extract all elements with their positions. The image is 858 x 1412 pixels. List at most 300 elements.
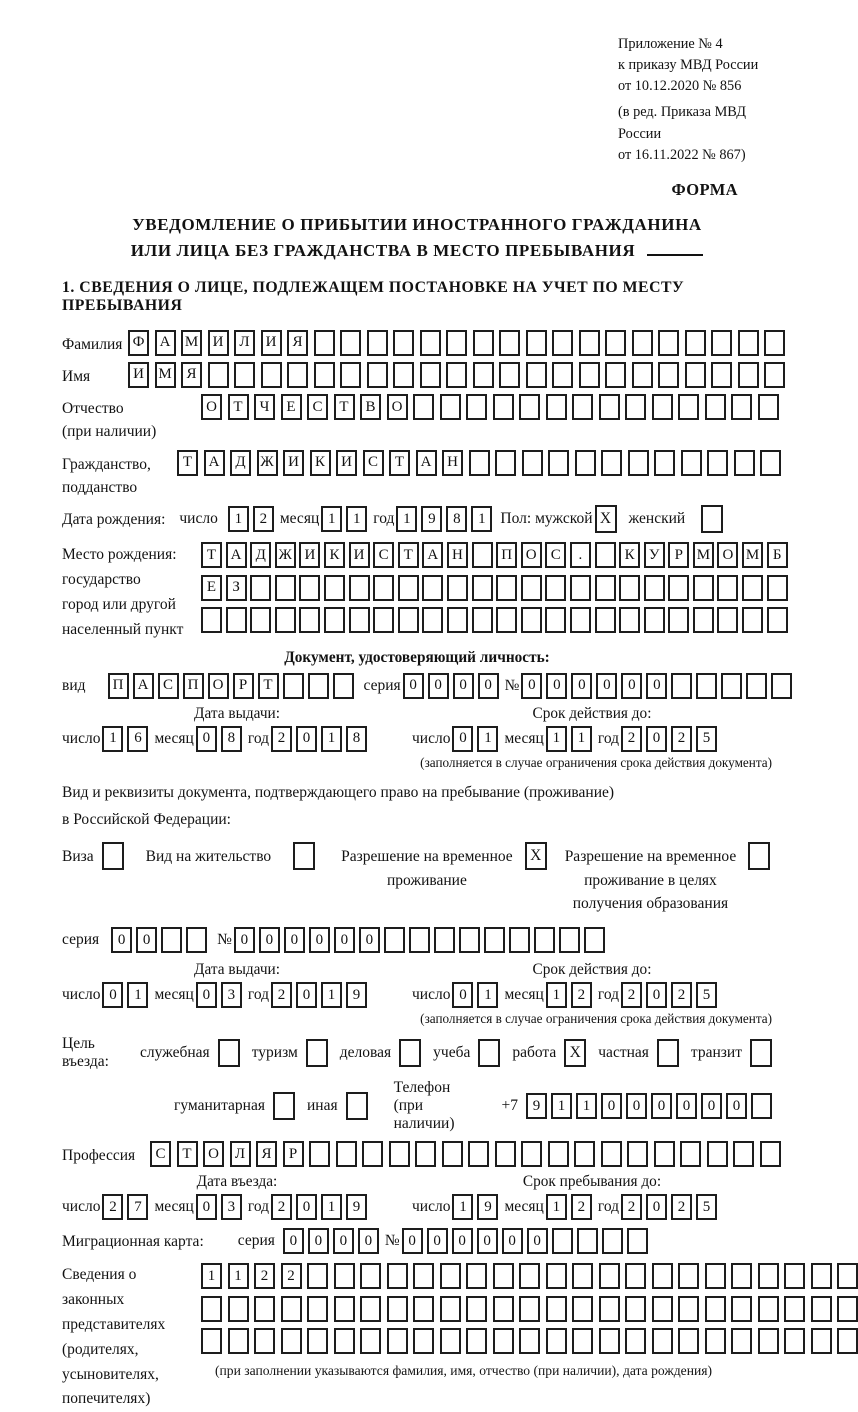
char-cell[interactable]: [261, 362, 282, 388]
char-cell[interactable]: [334, 1263, 355, 1289]
char-cell[interactable]: [314, 330, 335, 356]
char-cell[interactable]: [521, 575, 542, 601]
char-cell[interactable]: О: [521, 542, 542, 568]
checkbox-visa[interactable]: [102, 842, 124, 870]
char-cell[interactable]: 0: [196, 1194, 217, 1220]
char-cell[interactable]: [767, 575, 788, 601]
char-cell[interactable]: [519, 1263, 540, 1289]
char-cell[interactable]: 0: [403, 673, 424, 699]
char-cell[interactable]: [519, 1328, 540, 1354]
char-cell[interactable]: [384, 927, 405, 953]
char-cell[interactable]: [420, 362, 441, 388]
char-cell[interactable]: 6: [127, 726, 148, 752]
char-cell[interactable]: О: [208, 673, 229, 699]
char-cell[interactable]: [742, 607, 763, 633]
char-cell[interactable]: [742, 575, 763, 601]
char-cell[interactable]: [447, 607, 468, 633]
char-cell[interactable]: М: [693, 542, 714, 568]
char-cell[interactable]: И: [349, 542, 370, 568]
char-cell[interactable]: Т: [398, 542, 419, 568]
char-cell[interactable]: [733, 1141, 754, 1167]
char-cell[interactable]: [360, 1263, 381, 1289]
char-cell[interactable]: [493, 1328, 514, 1354]
char-cell[interactable]: [758, 1263, 779, 1289]
char-cell[interactable]: 0: [571, 673, 592, 699]
char-cell[interactable]: [324, 607, 345, 633]
char-cell[interactable]: [362, 1141, 383, 1167]
char-cell[interactable]: [605, 362, 626, 388]
char-cell[interactable]: [654, 1141, 675, 1167]
char-cell[interactable]: 2: [253, 506, 274, 532]
char-cell[interactable]: [546, 394, 567, 420]
char-cell[interactable]: [226, 607, 247, 633]
char-cell[interactable]: [602, 1228, 623, 1254]
char-cell[interactable]: 0: [196, 726, 217, 752]
char-cell[interactable]: [681, 450, 702, 476]
char-cell[interactable]: [751, 1093, 772, 1119]
char-cell[interactable]: 0: [111, 927, 132, 953]
char-cell[interactable]: 0: [502, 1228, 523, 1254]
char-cell[interactable]: Т: [228, 394, 249, 420]
char-cell[interactable]: [420, 330, 441, 356]
char-cell[interactable]: Т: [258, 673, 279, 699]
char-cell[interactable]: 0: [453, 673, 474, 699]
char-cell[interactable]: 0: [334, 927, 355, 953]
char-cell[interactable]: 8: [221, 726, 242, 752]
char-cell[interactable]: [446, 330, 467, 356]
char-cell[interactable]: [658, 362, 679, 388]
char-cell[interactable]: 0: [196, 982, 217, 1008]
char-cell[interactable]: 0: [309, 927, 330, 953]
char-cell[interactable]: [161, 927, 182, 953]
char-cell[interactable]: [409, 927, 430, 953]
char-cell[interactable]: 0: [646, 726, 667, 752]
checkbox-purpose-humanitarian[interactable]: [273, 1092, 295, 1120]
char-cell[interactable]: 0: [284, 927, 305, 953]
char-cell[interactable]: [731, 1263, 752, 1289]
char-cell[interactable]: 0: [596, 673, 617, 699]
char-cell[interactable]: [469, 450, 490, 476]
char-cell[interactable]: 1: [546, 1194, 567, 1220]
char-cell[interactable]: [413, 1328, 434, 1354]
char-cell[interactable]: 1: [201, 1263, 222, 1289]
char-cell[interactable]: 9: [346, 1194, 367, 1220]
char-cell[interactable]: [767, 607, 788, 633]
char-cell[interactable]: [760, 1141, 781, 1167]
char-cell[interactable]: [627, 1141, 648, 1167]
char-cell[interactable]: [605, 330, 626, 356]
char-cell[interactable]: 0: [359, 927, 380, 953]
char-cell[interactable]: 2: [254, 1263, 275, 1289]
char-cell[interactable]: 0: [308, 1228, 329, 1254]
char-cell[interactable]: [472, 607, 493, 633]
char-cell[interactable]: [472, 542, 493, 568]
char-cell[interactable]: [201, 607, 222, 633]
char-cell[interactable]: [678, 394, 699, 420]
char-cell[interactable]: А: [422, 542, 443, 568]
char-cell[interactable]: [333, 673, 354, 699]
checkbox-purpose-tourism[interactable]: [306, 1039, 328, 1067]
char-cell[interactable]: [281, 1296, 302, 1322]
char-cell[interactable]: [811, 1296, 832, 1322]
char-cell[interactable]: [367, 362, 388, 388]
char-cell[interactable]: [758, 1296, 779, 1322]
char-cell[interactable]: 0: [259, 927, 280, 953]
char-cell[interactable]: О: [387, 394, 408, 420]
char-cell[interactable]: [572, 1263, 593, 1289]
char-cell[interactable]: 0: [296, 1194, 317, 1220]
char-cell[interactable]: [705, 394, 726, 420]
char-cell[interactable]: [764, 330, 785, 356]
char-cell[interactable]: [208, 362, 229, 388]
char-cell[interactable]: 9: [346, 982, 367, 1008]
char-cell[interactable]: 9: [421, 506, 442, 532]
char-cell[interactable]: [601, 1141, 622, 1167]
char-cell[interactable]: [521, 607, 542, 633]
checkbox-purpose-business[interactable]: [399, 1039, 421, 1067]
char-cell[interactable]: [599, 1263, 620, 1289]
char-cell[interactable]: [307, 1296, 328, 1322]
char-cell[interactable]: [473, 362, 494, 388]
char-cell[interactable]: А: [133, 673, 154, 699]
char-cell[interactable]: 2: [671, 726, 692, 752]
char-cell[interactable]: [574, 1141, 595, 1167]
char-cell[interactable]: [422, 575, 443, 601]
char-cell[interactable]: [705, 1296, 726, 1322]
char-cell[interactable]: [738, 330, 759, 356]
char-cell[interactable]: [575, 450, 596, 476]
char-cell[interactable]: [721, 673, 742, 699]
char-cell[interactable]: [499, 362, 520, 388]
char-cell[interactable]: [442, 1141, 463, 1167]
char-cell[interactable]: [627, 1228, 648, 1254]
char-cell[interactable]: 0: [452, 982, 473, 1008]
char-cell[interactable]: Ж: [257, 450, 278, 476]
char-cell[interactable]: 5: [696, 982, 717, 1008]
char-cell[interactable]: 0: [477, 1228, 498, 1254]
char-cell[interactable]: Ж: [275, 542, 296, 568]
char-cell[interactable]: [349, 575, 370, 601]
char-cell[interactable]: [548, 1141, 569, 1167]
char-cell[interactable]: [299, 607, 320, 633]
char-cell[interactable]: 5: [696, 726, 717, 752]
char-cell[interactable]: [309, 1141, 330, 1167]
char-cell[interactable]: Л: [230, 1141, 251, 1167]
checkbox-purpose-other[interactable]: [346, 1092, 368, 1120]
char-cell[interactable]: Т: [334, 394, 355, 420]
char-cell[interactable]: С: [373, 542, 394, 568]
char-cell[interactable]: Д: [250, 542, 271, 568]
char-cell[interactable]: И: [283, 450, 304, 476]
char-cell[interactable]: [678, 1296, 699, 1322]
char-cell[interactable]: [440, 1328, 461, 1354]
char-cell[interactable]: 0: [428, 673, 449, 699]
char-cell[interactable]: 2: [621, 726, 642, 752]
char-cell[interactable]: И: [261, 330, 282, 356]
char-cell[interactable]: [705, 1263, 726, 1289]
char-cell[interactable]: [654, 450, 675, 476]
char-cell[interactable]: 1: [471, 506, 492, 532]
char-cell[interactable]: [228, 1296, 249, 1322]
char-cell[interactable]: С: [363, 450, 384, 476]
char-cell[interactable]: 2: [271, 1194, 292, 1220]
char-cell[interactable]: [466, 394, 487, 420]
char-cell[interactable]: [522, 450, 543, 476]
char-cell[interactable]: [731, 394, 752, 420]
char-cell[interactable]: [652, 1263, 673, 1289]
char-cell[interactable]: [632, 362, 653, 388]
char-cell[interactable]: [493, 1263, 514, 1289]
char-cell[interactable]: М: [742, 542, 763, 568]
char-cell[interactable]: 0: [726, 1093, 747, 1119]
char-cell[interactable]: П: [108, 673, 129, 699]
char-cell[interactable]: [760, 450, 781, 476]
char-cell[interactable]: [228, 1328, 249, 1354]
char-cell[interactable]: [731, 1296, 752, 1322]
char-cell[interactable]: [837, 1263, 858, 1289]
char-cell[interactable]: Я: [256, 1141, 277, 1167]
char-cell[interactable]: [495, 1141, 516, 1167]
char-cell[interactable]: [584, 927, 605, 953]
char-cell[interactable]: 1: [228, 506, 249, 532]
char-cell[interactable]: 0: [102, 982, 123, 1008]
char-cell[interactable]: [440, 1296, 461, 1322]
char-cell[interactable]: [625, 394, 646, 420]
char-cell[interactable]: [459, 927, 480, 953]
char-cell[interactable]: 1: [477, 726, 498, 752]
char-cell[interactable]: [546, 1328, 567, 1354]
char-cell[interactable]: 0: [427, 1228, 448, 1254]
char-cell[interactable]: 0: [452, 1228, 473, 1254]
char-cell[interactable]: 9: [477, 1194, 498, 1220]
char-cell[interactable]: 1: [396, 506, 417, 532]
char-cell[interactable]: 8: [446, 506, 467, 532]
char-cell[interactable]: 1: [321, 1194, 342, 1220]
char-cell[interactable]: [373, 607, 394, 633]
char-cell[interactable]: [625, 1296, 646, 1322]
char-cell[interactable]: [440, 394, 461, 420]
char-cell[interactable]: И: [208, 330, 229, 356]
char-cell[interactable]: [644, 607, 665, 633]
char-cell[interactable]: [746, 673, 767, 699]
char-cell[interactable]: [570, 607, 591, 633]
char-cell[interactable]: 1: [551, 1093, 572, 1119]
char-cell[interactable]: [693, 575, 714, 601]
char-cell[interactable]: [440, 1263, 461, 1289]
char-cell[interactable]: П: [496, 542, 517, 568]
char-cell[interactable]: 2: [671, 1194, 692, 1220]
char-cell[interactable]: 3: [221, 982, 242, 1008]
char-cell[interactable]: 1: [127, 982, 148, 1008]
char-cell[interactable]: О: [717, 542, 738, 568]
char-cell[interactable]: [349, 607, 370, 633]
char-cell[interactable]: [559, 927, 580, 953]
char-cell[interactable]: 0: [701, 1093, 722, 1119]
char-cell[interactable]: [334, 1328, 355, 1354]
char-cell[interactable]: [387, 1328, 408, 1354]
char-cell[interactable]: [652, 394, 673, 420]
char-cell[interactable]: [738, 362, 759, 388]
char-cell[interactable]: [324, 575, 345, 601]
char-cell[interactable]: [398, 607, 419, 633]
char-cell[interactable]: 1: [321, 506, 342, 532]
char-cell[interactable]: [546, 1296, 567, 1322]
char-cell[interactable]: [413, 1263, 434, 1289]
char-cell[interactable]: [254, 1328, 275, 1354]
char-cell[interactable]: [496, 607, 517, 633]
char-cell[interactable]: [731, 1328, 752, 1354]
char-cell[interactable]: [434, 927, 455, 953]
char-cell[interactable]: 0: [646, 1194, 667, 1220]
char-cell[interactable]: [693, 607, 714, 633]
char-cell[interactable]: [685, 330, 706, 356]
char-cell[interactable]: 0: [136, 927, 157, 953]
checkbox-purpose-transit[interactable]: [750, 1039, 772, 1067]
char-cell[interactable]: 0: [646, 982, 667, 1008]
char-cell[interactable]: 0: [296, 726, 317, 752]
char-cell[interactable]: [678, 1263, 699, 1289]
char-cell[interactable]: [521, 1141, 542, 1167]
char-cell[interactable]: 0: [676, 1093, 697, 1119]
char-cell[interactable]: 0: [296, 982, 317, 1008]
char-cell[interactable]: [811, 1328, 832, 1354]
char-cell[interactable]: [468, 1141, 489, 1167]
char-cell[interactable]: Р: [233, 673, 254, 699]
char-cell[interactable]: 0: [234, 927, 255, 953]
char-cell[interactable]: [340, 362, 361, 388]
char-cell[interactable]: [811, 1263, 832, 1289]
char-cell[interactable]: [534, 927, 555, 953]
char-cell[interactable]: [387, 1263, 408, 1289]
char-cell[interactable]: [466, 1296, 487, 1322]
char-cell[interactable]: 2: [571, 1194, 592, 1220]
char-cell[interactable]: [595, 575, 616, 601]
char-cell[interactable]: [837, 1296, 858, 1322]
char-cell[interactable]: 0: [452, 726, 473, 752]
char-cell[interactable]: И: [299, 542, 320, 568]
char-cell[interactable]: 0: [646, 673, 667, 699]
char-cell[interactable]: [764, 362, 785, 388]
char-cell[interactable]: [340, 330, 361, 356]
char-cell[interactable]: [552, 330, 573, 356]
char-cell[interactable]: [447, 575, 468, 601]
char-cell[interactable]: С: [307, 394, 328, 420]
char-cell[interactable]: З: [226, 575, 247, 601]
char-cell[interactable]: [234, 362, 255, 388]
char-cell[interactable]: [837, 1328, 858, 1354]
char-cell[interactable]: К: [324, 542, 345, 568]
char-cell[interactable]: М: [181, 330, 202, 356]
char-cell[interactable]: 1: [571, 726, 592, 752]
char-cell[interactable]: [546, 1263, 567, 1289]
char-cell[interactable]: Т: [389, 450, 410, 476]
char-cell[interactable]: [283, 673, 304, 699]
char-cell[interactable]: И: [128, 362, 149, 388]
char-cell[interactable]: 1: [477, 982, 498, 1008]
char-cell[interactable]: [367, 330, 388, 356]
char-cell[interactable]: [360, 1296, 381, 1322]
char-cell[interactable]: [652, 1296, 673, 1322]
char-cell[interactable]: Я: [181, 362, 202, 388]
char-cell[interactable]: Л: [234, 330, 255, 356]
char-cell[interactable]: [299, 575, 320, 601]
char-cell[interactable]: [632, 330, 653, 356]
char-cell[interactable]: [446, 362, 467, 388]
char-cell[interactable]: 2: [281, 1263, 302, 1289]
char-cell[interactable]: 5: [696, 1194, 717, 1220]
char-cell[interactable]: 1: [321, 982, 342, 1008]
char-cell[interactable]: 3: [221, 1194, 242, 1220]
char-cell[interactable]: А: [204, 450, 225, 476]
char-cell[interactable]: [671, 673, 692, 699]
char-cell[interactable]: 1: [546, 982, 567, 1008]
checkbox-temp-residence-education[interactable]: [748, 842, 770, 870]
char-cell[interactable]: [389, 1141, 410, 1167]
char-cell[interactable]: [519, 1296, 540, 1322]
char-cell[interactable]: [619, 575, 640, 601]
char-cell[interactable]: О: [201, 394, 222, 420]
char-cell[interactable]: 0: [402, 1228, 423, 1254]
char-cell[interactable]: [545, 607, 566, 633]
char-cell[interactable]: 0: [527, 1228, 548, 1254]
char-cell[interactable]: [644, 575, 665, 601]
char-cell[interactable]: 2: [571, 982, 592, 1008]
char-cell[interactable]: 0: [333, 1228, 354, 1254]
char-cell[interactable]: [398, 575, 419, 601]
char-cell[interactable]: 0: [651, 1093, 672, 1119]
char-cell[interactable]: [601, 450, 622, 476]
checkbox-male[interactable]: X: [595, 505, 617, 533]
char-cell[interactable]: [668, 607, 689, 633]
char-cell[interactable]: [599, 1328, 620, 1354]
char-cell[interactable]: К: [619, 542, 640, 568]
char-cell[interactable]: 2: [621, 1194, 642, 1220]
char-cell[interactable]: 9: [526, 1093, 547, 1119]
char-cell[interactable]: С: [545, 542, 566, 568]
char-cell[interactable]: А: [226, 542, 247, 568]
char-cell[interactable]: [495, 450, 516, 476]
char-cell[interactable]: [360, 1328, 381, 1354]
char-cell[interactable]: [336, 1141, 357, 1167]
char-cell[interactable]: [334, 1296, 355, 1322]
char-cell[interactable]: [707, 450, 728, 476]
char-cell[interactable]: 1: [321, 726, 342, 752]
char-cell[interactable]: [250, 575, 271, 601]
char-cell[interactable]: [519, 394, 540, 420]
char-cell[interactable]: [254, 1296, 275, 1322]
char-cell[interactable]: В: [360, 394, 381, 420]
char-cell[interactable]: [758, 394, 779, 420]
char-cell[interactable]: [552, 1228, 573, 1254]
char-cell[interactable]: [275, 607, 296, 633]
char-cell[interactable]: [548, 450, 569, 476]
char-cell[interactable]: 0: [546, 673, 567, 699]
char-cell[interactable]: [496, 575, 517, 601]
char-cell[interactable]: О: [203, 1141, 224, 1167]
checkbox-purpose-work[interactable]: X: [564, 1039, 586, 1067]
char-cell[interactable]: [413, 394, 434, 420]
char-cell[interactable]: [696, 673, 717, 699]
char-cell[interactable]: [413, 1296, 434, 1322]
char-cell[interactable]: 2: [671, 982, 692, 1008]
char-cell[interactable]: [577, 1228, 598, 1254]
char-cell[interactable]: [552, 362, 573, 388]
char-cell[interactable]: Р: [668, 542, 689, 568]
char-cell[interactable]: А: [416, 450, 437, 476]
char-cell[interactable]: С: [158, 673, 179, 699]
char-cell[interactable]: .: [570, 542, 591, 568]
char-cell[interactable]: [758, 1328, 779, 1354]
